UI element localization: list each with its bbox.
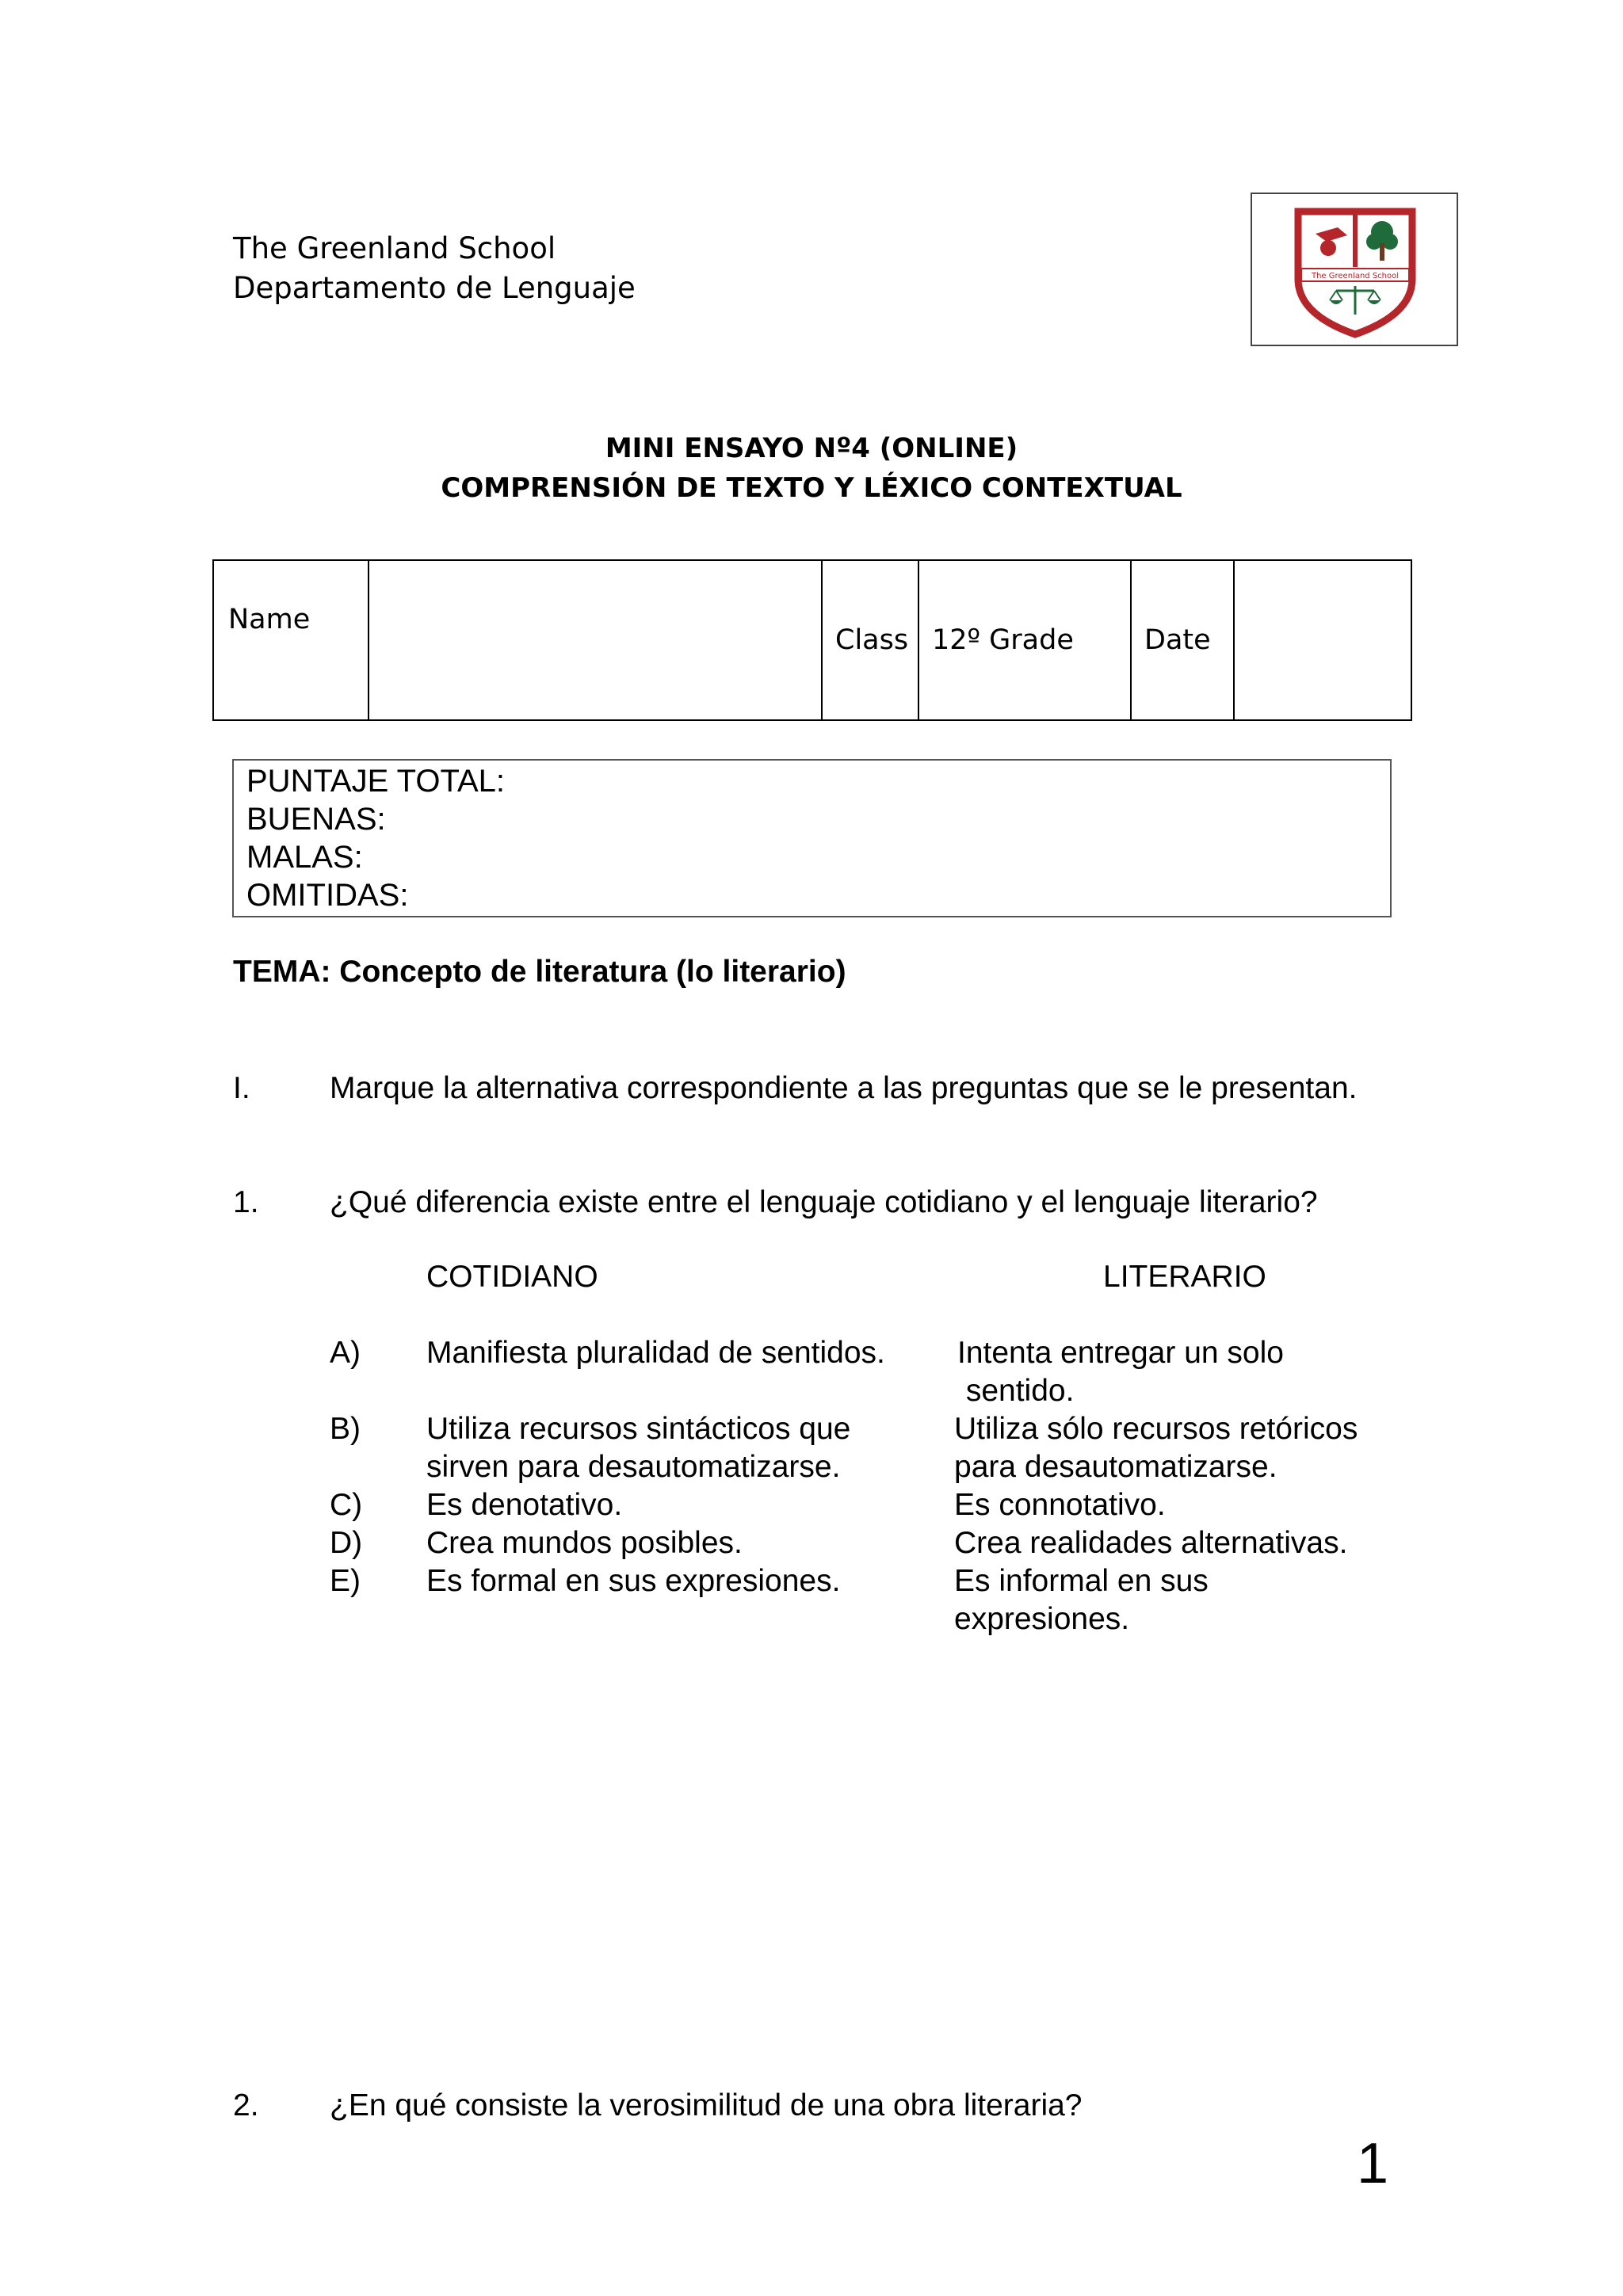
- score-box: [232, 759, 1392, 917]
- option-cotidiano-text: Utiliza recursos sintácticos que: [426, 1412, 851, 1446]
- school-logo: [1251, 193, 1458, 346]
- column-header-cotidiano: COTIDIANO: [426, 1260, 598, 1294]
- date-label: Date: [1144, 624, 1211, 656]
- question-number: 2.: [233, 2088, 259, 2122]
- option-cotidiano-text: Crea mundos posibles.: [426, 1526, 743, 1560]
- exam-title: MINI ENSAYO Nº4 (ONLINE): [605, 433, 1018, 464]
- student-info-table: [212, 559, 1412, 721]
- logo-banner-text: The Greenland School: [1311, 272, 1400, 280]
- department-name: Departamento de Lenguaje: [233, 271, 636, 305]
- score-omitted-label: OMITIDAS:: [246, 878, 409, 913]
- option-literario-text: Es informal en sus: [954, 1564, 1209, 1598]
- option-literario-text: sentido.: [957, 1374, 1075, 1408]
- score-correct-label: BUENAS:: [246, 802, 386, 837]
- option-cotidiano-text: Manifiesta pluralidad de sentidos.: [426, 1336, 885, 1370]
- option-letter[interactable]: E): [330, 1564, 361, 1598]
- question-text: ¿Qué diferencia existe entre el lenguaje cotidiano y el lenguaje literario?: [330, 1185, 1318, 1219]
- school-name: The Greenland School: [233, 231, 556, 265]
- option-letter[interactable]: C): [330, 1488, 363, 1522]
- option-letter[interactable]: A): [330, 1336, 361, 1370]
- option-literario-text: Intenta entregar un solo: [957, 1336, 1284, 1370]
- name-label: Name: [228, 604, 311, 635]
- date-field[interactable]: [1247, 624, 1398, 672]
- shield-crest-icon: [1292, 204, 1419, 338]
- instruction-number: I.: [233, 1071, 250, 1105]
- question-text: ¿En qué consiste la verosimilitud de una obra literaria?: [330, 2088, 1083, 2122]
- option-literario-text: para desautomatizarse.: [954, 1450, 1277, 1484]
- page-number: 1: [1357, 2132, 1389, 2195]
- option-literario-text: Utiliza sólo recursos retóricos: [954, 1412, 1358, 1446]
- question-number: 1.: [233, 1185, 259, 1219]
- score-total-label: PUNTAJE TOTAL:: [246, 764, 505, 799]
- option-cotidiano-text: sirven para desautomatizarse.: [426, 1450, 841, 1484]
- option-literario-text: Crea realidades alternativas.: [954, 1526, 1348, 1560]
- column-header-literario: LITERARIO: [1103, 1260, 1266, 1294]
- score-wrong-label: MALAS:: [246, 840, 363, 875]
- class-label: Class: [835, 624, 909, 656]
- exam-subtitle: COMPRENSIÓN DE TEXTO Y LÉXICO CONTEXTUAL: [441, 472, 1182, 504]
- topic-heading: TEMA: Concepto de literatura (lo literario): [233, 955, 846, 989]
- option-letter[interactable]: B): [330, 1412, 361, 1446]
- name-field[interactable]: [384, 624, 812, 672]
- instruction-text: Marque la alternativa correspondiente a las preguntas que se le presentan.: [330, 1071, 1358, 1105]
- option-literario-text: expresiones.: [954, 1602, 1130, 1636]
- option-literario-text: Es connotativo.: [954, 1488, 1166, 1522]
- option-cotidiano-text: Es formal en sus expresiones.: [426, 1564, 841, 1598]
- option-cotidiano-text: Es denotativo.: [426, 1488, 623, 1522]
- option-letter[interactable]: D): [330, 1526, 363, 1560]
- class-value: 12º Grade: [932, 624, 1074, 656]
